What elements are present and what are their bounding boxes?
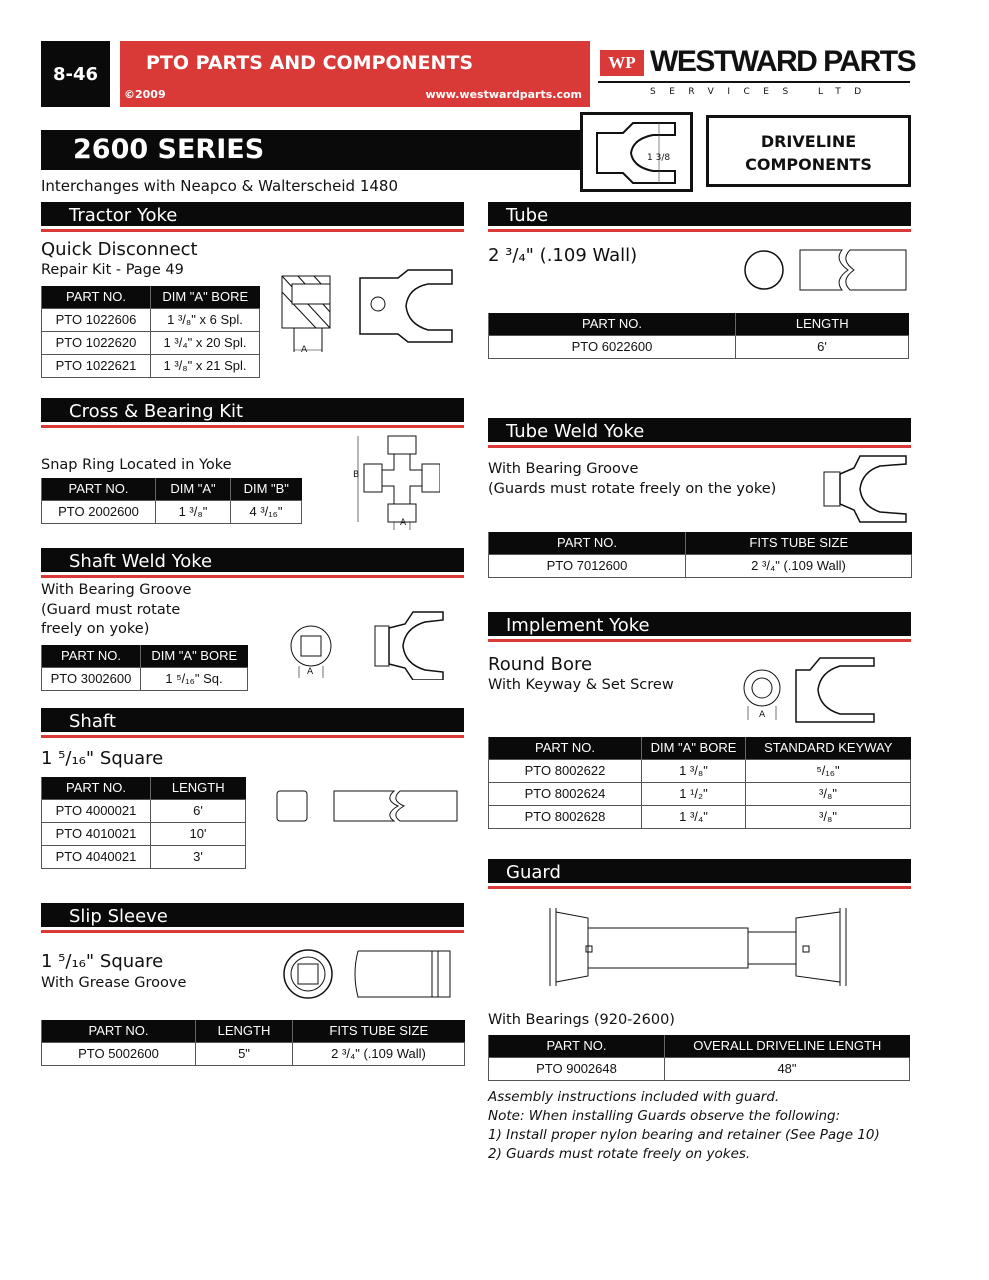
instruction-line: Note: When installing Guards observe the following: (488, 1108, 841, 1124)
table-row (42, 308, 260, 331)
category-line2: COMPONENTS (745, 155, 872, 174)
column-header: DIM "A" BORE (141, 645, 248, 667)
section-header-tube: Tube (488, 202, 911, 229)
column-header: PART NO. (42, 1020, 196, 1042)
logo-name: WESTWARD PARTS (650, 45, 916, 78)
column-header: DIM "B" (231, 478, 302, 500)
table-cell: ⁵/₁₆" (746, 759, 911, 782)
table-cell: 5" (196, 1042, 293, 1065)
repair-kit-link[interactable]: Repair Kit - Page 49 (41, 262, 184, 278)
table-header-row (42, 286, 260, 308)
column-header: LENGTH (196, 1020, 293, 1042)
slip-sleeve-subtitle: 1 ⁵/₁₆" Square (41, 951, 164, 972)
table-header-row (42, 1020, 465, 1042)
column-header: PART NO. (42, 645, 141, 667)
table-cell: 1 ³/₈" (156, 500, 231, 523)
part-number-cell: PTO 1022621 (42, 354, 151, 377)
desc-line: (Guard must rotate (41, 601, 181, 618)
column-header: FITS TUBE SIZE (293, 1020, 465, 1042)
section-header-shaft: Shaft (41, 708, 464, 735)
table-cell: 1 ³/₈" x 6 Spl. (151, 308, 260, 331)
table-cell: 1 ¹/₂" (642, 782, 746, 805)
column-header: PART NO. (42, 286, 151, 308)
slip-sleeve-drawing (282, 945, 457, 1003)
part-number-cell: PTO 8002628 (489, 805, 642, 828)
part-number-cell: PTO 5002600 (42, 1042, 196, 1065)
table-cell: 1 ⁵/₁₆" Sq. (141, 667, 248, 690)
westward-logo (598, 44, 938, 104)
desc-line: freely on yoke) (41, 621, 150, 637)
column-header: PART NO. (489, 1035, 665, 1057)
instruction-line: 2) Guards must rotate freely on yokes. (488, 1146, 751, 1162)
yoke-icon (583, 115, 690, 189)
table-row (42, 331, 260, 354)
interchange-note: Interchanges with Neapco & Walterscheid 1480 (41, 177, 399, 195)
guard-table (488, 1035, 910, 1081)
section-header-slip-sleeve: Slip Sleeve (41, 903, 464, 930)
part-number-cell: PTO 8002624 (489, 782, 642, 805)
table-row (42, 1042, 465, 1065)
slip-sleeve-note: With Grease Groove (41, 975, 187, 991)
implement-dim-a: A (759, 710, 766, 720)
implement-yoke-subtitle: Round Bore (488, 654, 593, 675)
instruction-line: 1) Install proper nylon bearing and retainer (See Page 10) (488, 1127, 880, 1143)
table-cell: 3' (151, 845, 246, 868)
table-row (489, 335, 909, 358)
part-number-cell: PTO 3002600 (42, 667, 141, 690)
table-header-row (489, 1035, 910, 1057)
shaft-table (41, 777, 246, 869)
table-cell: 1 ³/₈" (642, 759, 746, 782)
table-row (489, 782, 911, 805)
table-cell: 10' (151, 822, 246, 845)
part-number-cell: PTO 7012600 (489, 554, 686, 577)
desc-line: (Guards must rotate freely on the yoke) (488, 480, 777, 497)
table-cell: 6' (736, 335, 909, 358)
tube-weld-yoke-desc (488, 460, 776, 499)
table-cell: 1 ³/₈" x 21 Spl. (151, 354, 260, 377)
yoke-dimension: 1 3/8 (647, 153, 671, 163)
table-cell: 1 ³/₄" (642, 805, 746, 828)
section-header-cross-bearing: Cross & Bearing Kit (41, 398, 464, 425)
section-header-guard: Guard (488, 859, 911, 886)
table-row (489, 759, 911, 782)
column-header: FITS TUBE SIZE (686, 532, 912, 554)
column-header: PART NO. (42, 777, 151, 799)
tube-weld-yoke-drawing (818, 452, 910, 524)
shaft-weld-yoke-table (41, 645, 248, 691)
table-cell: 1 ³/₄" x 20 Spl. (151, 331, 260, 354)
part-number-cell: PTO 4040021 (42, 845, 151, 868)
part-number-cell: PTO 4010021 (42, 822, 151, 845)
table-cell: 2 ³/₄" (.109 Wall) (686, 554, 912, 577)
cross-dim-b: B (353, 470, 360, 480)
desc-line: With Bearing Groove (41, 582, 192, 598)
logo-mark: WP (600, 50, 644, 76)
part-number-cell: PTO 8002622 (489, 759, 642, 782)
table-header-row (42, 478, 302, 500)
table-row (489, 1057, 910, 1080)
guard-drawing (540, 902, 855, 992)
implement-yoke-table (488, 737, 911, 829)
table-header-row (489, 737, 911, 759)
tractor-yoke-subtitle: Quick Disconnect (41, 239, 198, 260)
logo-subtitle: SERVICES LTD (650, 87, 875, 97)
page-number: 8-46 (41, 41, 110, 107)
tube-table (488, 313, 909, 359)
table-row (42, 500, 302, 523)
table-cell: ³/₈" (746, 782, 911, 805)
column-header: PART NO. (489, 532, 686, 554)
column-header: DIM "A" BORE (642, 737, 746, 759)
table-header-row (489, 532, 912, 554)
table-row (489, 554, 912, 577)
tractor-yoke-dim-a: A (301, 345, 308, 355)
category-box (706, 115, 911, 187)
guard-instructions (488, 1088, 880, 1164)
table-cell: 4 ³/₁₆" (231, 500, 302, 523)
shaft-weld-dim-a: A (307, 667, 314, 677)
table-row (489, 805, 911, 828)
column-header: DIM "A" (156, 478, 231, 500)
desc-line: With Bearing Groove (488, 461, 639, 477)
slip-sleeve-table (41, 1020, 465, 1066)
table-row (42, 667, 248, 690)
table-header-row (489, 313, 909, 335)
copyright: ©2009 (124, 88, 166, 101)
part-number-cell: PTO 1022620 (42, 331, 151, 354)
category-line1: DRIVELINE (760, 132, 857, 151)
column-header: LENGTH (736, 313, 909, 335)
section-header-implement-yoke: Implement Yoke (488, 612, 911, 639)
section-header-tractor-yoke: Tractor Yoke (41, 202, 464, 229)
cross-dim-a: A (400, 518, 407, 528)
table-cell: ³/₈" (746, 805, 911, 828)
table-row (42, 845, 246, 868)
table-row (42, 799, 246, 822)
table-cell: 48" (665, 1057, 910, 1080)
cross-bearing-table (41, 478, 302, 524)
table-row (42, 354, 260, 377)
part-number-cell: PTO 1022606 (42, 308, 151, 331)
table-cell: 6' (151, 799, 246, 822)
guard-note: With Bearings (920-2600) (488, 1012, 675, 1028)
part-number-cell: PTO 4000021 (42, 799, 151, 822)
shaft-subtitle: 1 ⁵/₁₆" Square (41, 748, 164, 769)
column-header: PART NO. (489, 313, 736, 335)
catalog-title: PTO PARTS AND COMPONENTS (146, 52, 474, 74)
shaft-weld-yoke-desc (41, 581, 191, 640)
tube-drawing (742, 246, 910, 294)
table-header-row (42, 777, 246, 799)
column-header: PART NO. (489, 737, 642, 759)
tube-subtitle: 2 ³/₄" (.109 Wall) (488, 245, 638, 266)
table-row (42, 822, 246, 845)
column-header: OVERALL DRIVELINE LENGTH (665, 1035, 910, 1057)
logo-rule (598, 81, 910, 83)
column-header: PART NO. (42, 478, 156, 500)
column-header: DIM "A" BORE (151, 286, 260, 308)
table-cell: 2 ³/₄" (.109 Wall) (293, 1042, 465, 1065)
implement-yoke-note: With Keyway & Set Screw (488, 677, 674, 693)
section-header-tube-weld-yoke: Tube Weld Yoke (488, 418, 911, 445)
header-banner (120, 41, 590, 107)
section-header-shaft-weld-yoke: Shaft Weld Yoke (41, 548, 464, 575)
cross-bearing-drawing (350, 432, 440, 532)
part-number-cell: PTO 6022600 (489, 335, 736, 358)
series-title: 2600 SERIES (41, 130, 581, 170)
tractor-yoke-table (41, 286, 260, 378)
column-header: STANDARD KEYWAY (746, 737, 911, 759)
yoke-diagram-box (580, 112, 693, 192)
cross-bearing-note: Snap Ring Located in Yoke (41, 457, 232, 473)
website-link[interactable]: www.westwardparts.com (425, 88, 582, 101)
column-header: LENGTH (151, 777, 246, 799)
instruction-line: Assembly instructions included with guard. (488, 1089, 780, 1105)
part-number-cell: PTO 2002600 (42, 500, 156, 523)
part-number-cell: PTO 9002648 (489, 1057, 665, 1080)
shaft-drawing (274, 788, 462, 826)
table-header-row (42, 645, 248, 667)
tube-weld-yoke-table (488, 532, 912, 578)
